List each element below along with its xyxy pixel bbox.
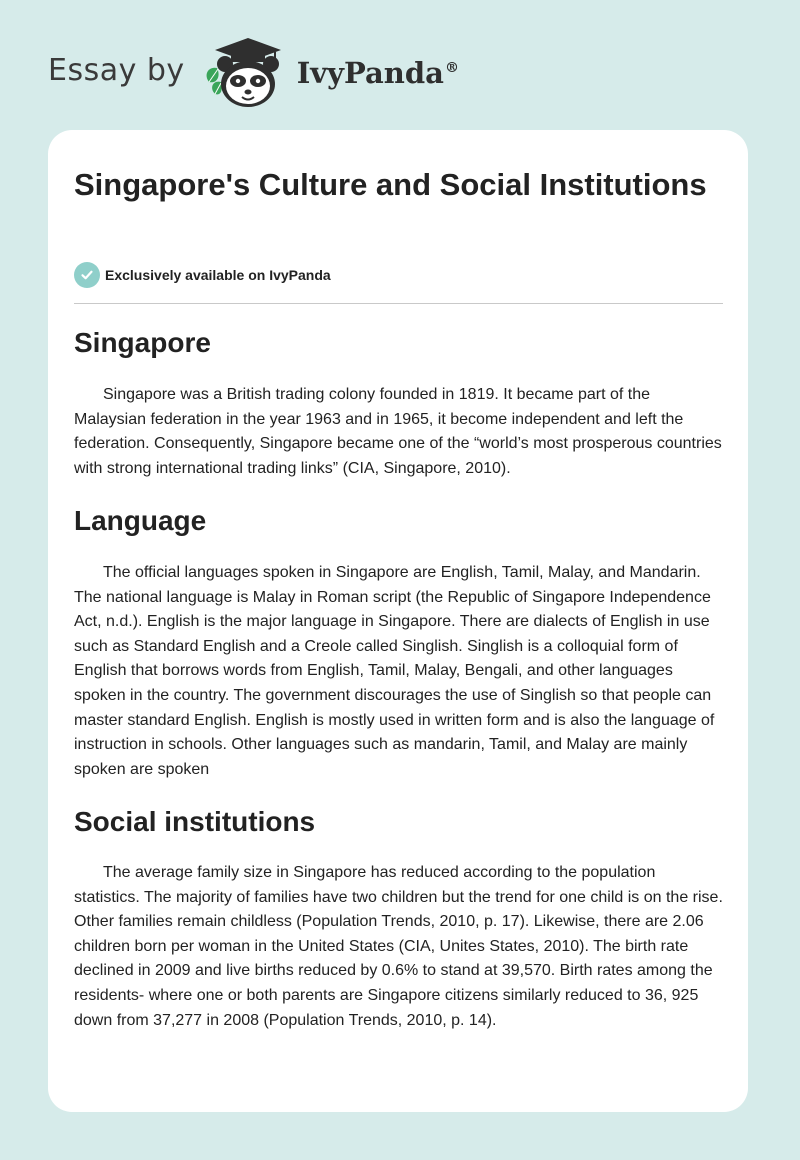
check-icon	[74, 262, 100, 288]
exclusive-badge	[74, 262, 331, 288]
essay-card	[48, 130, 748, 1112]
section-heading-social-institutions: Social institutions	[74, 806, 316, 837]
brand-name: IvyPanda®	[296, 56, 459, 90]
exclusive-label: Exclusively available on IvyPanda	[105, 267, 331, 283]
section-paragraph-social-institutions: The average family size in Singapore has reduced according to the population statistics. The majority of families have two children but the trend for one child is on the rise. Other families remain childless (Population Trends, 2010, p. 17). Likewise, there are 2.06 children born per woman in the United States (CIA, Unites States, 2010). The birth rate declined in 2009 and live births reduced by 0.6% to stand at 39,570. Birth rates among the residents- where one or both parents are Singapore citizens similarly reduced to 36, 925 down from 37,277 in 2008 (Population Trends, 2010, p. 14).	[74, 864, 723, 1029]
section-paragraph-singapore: Singapore was a British trading colony founded in 1819. It became part of the Malaysian federation in the year 1963 and in 1965, it become independent and left the federation. Consequently, Singapore became one of the “world’s most prosperous countries with strong international trading links” (CIA, Singapore, 2010).	[74, 386, 722, 477]
section-heading-singapore: Singapore	[74, 327, 211, 358]
essay-by-label: Essay by	[48, 52, 185, 88]
divider	[74, 303, 723, 304]
panda-logo-icon	[201, 30, 293, 110]
section-paragraph-language: The official languages spoken in Singapore are English, Tamil, Malay, and Mandarin. The national language is Malay in Roman script (the Republic of Singapore Independence Act, n.d.). English is the major language in Singapore. There are dialects of English in use such as Standard English and a Creole called Singlish. Singlish is a colloquial form of English that borrows words from English, Tamil, Malay, Bengali, and other languages spoken in the country. The government discourages the use of Singlish so that people can master standard English. English is mostly used in written form and is also the language of instruction in schools. Other languages such as mandarin, Tamil, and Malay are mainly spoken are spoken	[74, 564, 715, 778]
site-header	[48, 30, 459, 110]
essay-title: Singapore's Culture and Social Institutions	[74, 167, 707, 202]
section-heading-language: Language	[74, 505, 207, 536]
